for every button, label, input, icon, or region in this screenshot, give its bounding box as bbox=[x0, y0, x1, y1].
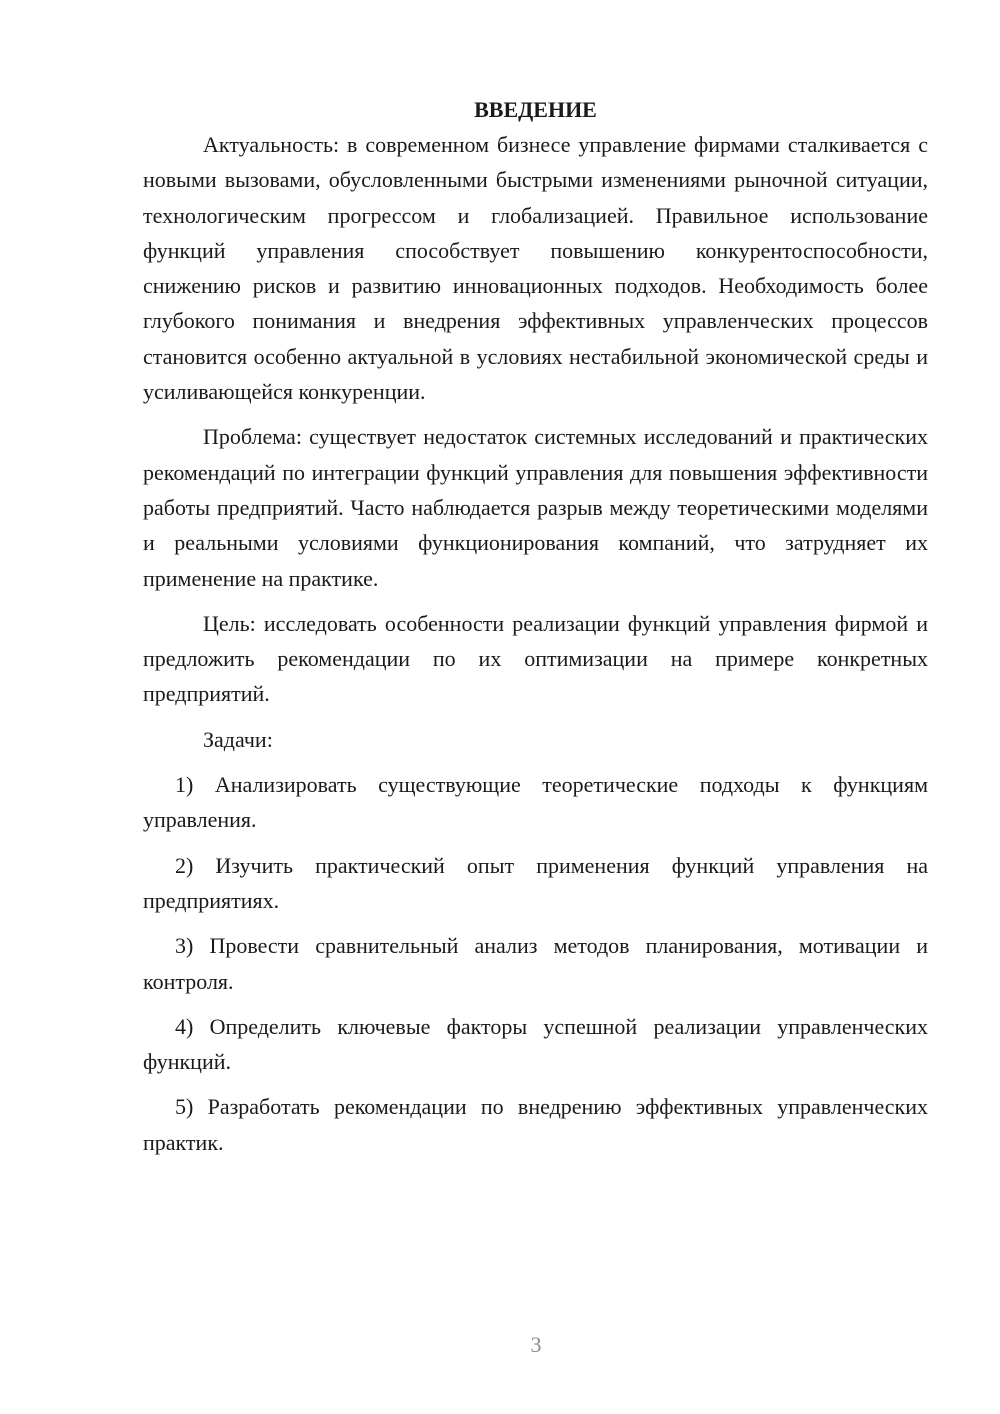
task-item: 5) Разработать рекомендации по внедрению эффективных управленческих практик. bbox=[143, 1094, 928, 1155]
document-page bbox=[143, 92, 928, 1160]
section-heading: ВВЕДЕНИЕ bbox=[474, 97, 597, 122]
task-item: 2) Изучить практический опыт применения функций управления на предприятиях. bbox=[143, 852, 928, 913]
task-item: 1) Анализировать существующие теоретические подходы к функциям управления. bbox=[143, 772, 928, 833]
paragraph-relevance: Актуальность: в современном бизнесе управление фирмами сталкивается с новыми вызовами, обусловленными быстрыми изменениями рыночной ситуации, технологическим прогрессом и глобализацией. Правильное использование функций управления способствует повышению конкурентоспособности, снижению рисков и развитию инновационных подходов. Необходимость более глубокого понимания и внедрения эффективных управленческих процессов становится особенно актуальной в условиях нестабильной экономической среды и усиливающейся конкуренции. bbox=[143, 132, 928, 405]
paragraph-tasks-label: Задачи: bbox=[203, 726, 273, 752]
task-item: 4) Определить ключевые факторы успешной реализации управленческих функций. bbox=[143, 1013, 928, 1075]
task-item: 3) Провести сравнительный анализ методов планирования, мотивации и контроля. bbox=[143, 933, 928, 994]
paragraph-goal: Цель: исследовать особенности реализации функций управления фирмой и предложить рекомендации по их оптимизации на примере конкретных предприятий. bbox=[143, 610, 928, 707]
paragraph-problem: Проблема: существует недостаток системных исследований и практических рекомендаций по интеграции функций управления для повышения эффективности работы предприятий. Часто наблюдается разрыв между теоретическими моделями и реальными условиями функционирования компаний, что затрудняет их применение на практике. bbox=[143, 424, 928, 591]
page-number: 3 bbox=[530, 1332, 542, 1357]
